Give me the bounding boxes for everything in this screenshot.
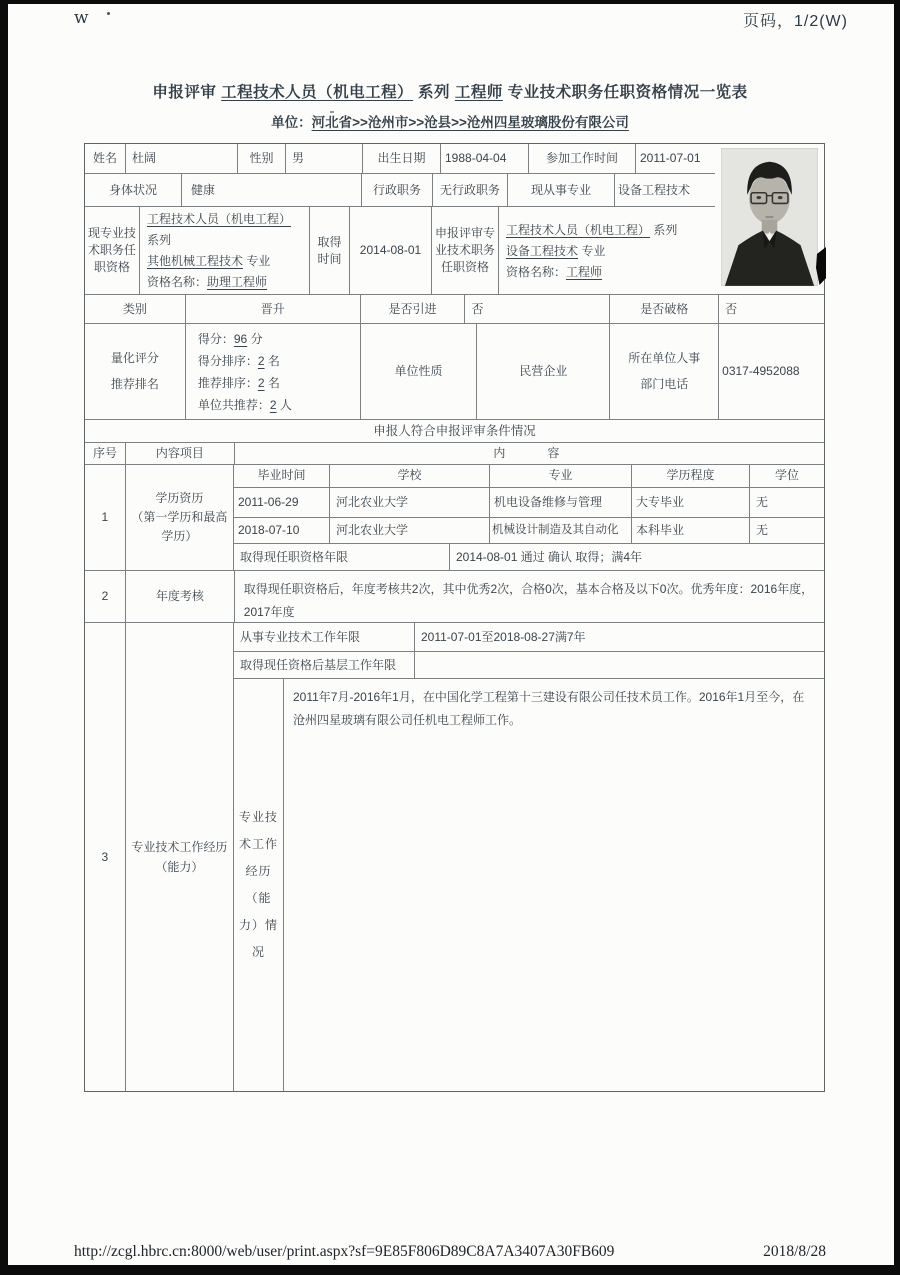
phone-label-line1: 所在单位人事 — [628, 351, 701, 365]
edu-degree: 本科毕业 — [632, 518, 750, 545]
section3-no: 3 — [85, 623, 126, 1091]
row-banner — [85, 420, 824, 443]
join-label: 参加工作时间 — [529, 144, 636, 174]
experience-body: 2011年7月-2016年1月，在中国化学工程第十三建设有限公司任技术员工作。2016年1月至今，在沧州四星玻璃有限公司任机电工程师工作。 — [293, 690, 805, 727]
section2-no: 2 — [85, 571, 126, 623]
edu-header-degree: 学历程度 — [632, 465, 750, 488]
apply-qual-label: 申报评审专业技术职务任职资格 — [432, 207, 499, 295]
edu-date: 2018-07-10 — [234, 518, 330, 545]
title-prefix: 申报评审 — [152, 84, 217, 101]
qualification-table — [84, 143, 825, 1092]
col-content-header: 内 容 — [235, 443, 824, 465]
scan-frame-top — [0, 0, 900, 4]
import-label: 是否引进 — [361, 295, 466, 324]
row-basic-1 — [85, 144, 715, 174]
total-rec-unit: 人 — [279, 398, 292, 412]
page-number: 页码，1/2(W) — [742, 13, 848, 30]
edu-row — [234, 518, 824, 545]
rec-rank-unit: 名 — [267, 376, 280, 390]
apply-qual-major: 设备工程技术 — [506, 243, 579, 258]
apply-qual-series-suffix: 系列 — [653, 222, 678, 237]
row-category — [85, 295, 824, 324]
edu-header-diploma: 学位 — [750, 465, 824, 488]
edu-school: 河北农业大学 — [330, 518, 490, 545]
unit-value: 河北省>>沧州市>>沧县>>沧州四星玻璃股份有限公司 — [311, 115, 629, 130]
top-block — [85, 144, 824, 295]
score-block-label — [85, 324, 186, 420]
category-label: 类别 — [85, 295, 186, 324]
score-rank-unit: 名 — [267, 354, 280, 368]
current-qual-cert-label: 资格名称： — [147, 275, 208, 289]
conditions-banner: 申报人符合申报评审条件情况 — [85, 420, 824, 443]
experience-detail-row — [234, 679, 824, 1091]
footer-date: 2018/8/28 — [763, 1243, 826, 1260]
unit-type-value: 民营企业 — [477, 324, 610, 420]
birth-label: 出生日期 — [363, 144, 441, 174]
tenure-label: 取得现任职资格年限 — [234, 544, 450, 570]
edu-row — [234, 488, 824, 518]
edu-header-row — [234, 465, 824, 488]
health-value: 健康 — [182, 174, 362, 207]
current-qual-series-suffix: 系列 — [147, 233, 172, 247]
current-qual-label: 现专业技术职务任职资格 — [85, 207, 140, 295]
rec-rank-label: 推荐排序： — [197, 376, 258, 390]
corner-mark: w — [74, 8, 89, 28]
score-label-line2: 推荐排名 — [110, 377, 159, 391]
section1-item-line: 学历） — [161, 529, 198, 543]
health-label: 身体状况 — [85, 174, 182, 207]
category-value: 晋升 — [186, 295, 361, 324]
col-item-header: 内容项目 — [126, 443, 235, 465]
photo-cell — [715, 144, 824, 295]
apply-qual-content — [499, 207, 715, 294]
grassroots-label: 取得现任资格后基层工作年限 — [234, 652, 415, 679]
unit-label: 单位： — [271, 115, 312, 130]
current-qual-content — [140, 207, 309, 294]
current-qual-major: 其他机械工程技术 — [147, 254, 244, 268]
name-label: 姓名 — [85, 144, 126, 174]
row-score — [85, 324, 824, 420]
print-footer — [74, 1243, 826, 1261]
apply-qual-cert-label: 资格名称： — [506, 264, 567, 279]
edu-diploma: 无 — [750, 488, 824, 518]
unit-line — [0, 111, 900, 131]
section1-item-line: 学历资历 — [155, 491, 204, 505]
apply-qual-cert: 工程师 — [566, 264, 603, 279]
work-years-value: 2011-07-01至2018-08-27满7年 — [415, 623, 824, 652]
phone-value: 0317-4952088 — [719, 324, 824, 420]
section-annual-review — [85, 571, 824, 623]
apply-qual-major-suffix: 专业 — [581, 243, 606, 258]
total-rec-label: 单位共推荐： — [197, 398, 270, 412]
portrait-photo — [721, 148, 818, 286]
join-value: 2011-07-01 — [636, 144, 715, 174]
tenure-value: 2014-08-01 通过 确认 取得；满4年 — [456, 549, 643, 564]
scan-frame-bottom — [0, 1265, 900, 1275]
section2-item: 年度考核 — [126, 571, 235, 623]
section-education — [85, 465, 824, 571]
score-rank-label: 得分排序： — [197, 354, 258, 368]
score-details — [186, 324, 360, 420]
edu-date: 2011-06-29 — [234, 488, 330, 518]
edu-diploma: 无 — [750, 518, 824, 545]
score-unit: 分 — [250, 332, 263, 346]
section3-item-line: （能力） — [155, 859, 204, 874]
work-years-row — [234, 623, 824, 652]
col-no-header: 序号 — [85, 443, 126, 465]
title-middle: 系列 — [417, 84, 450, 101]
scan-frame-left — [0, 0, 8, 1275]
tenure-row — [234, 544, 824, 570]
phone-label-line2: 部门电话 — [640, 377, 689, 391]
name-value: 杜阔 — [126, 144, 238, 174]
section-experience — [85, 623, 824, 1091]
title-series-underlined: 工程技术人员（机电工程） — [221, 84, 414, 101]
total-rec-value: 2 — [269, 398, 277, 412]
section1-no: 1 — [85, 465, 126, 571]
row-basic-2 — [85, 174, 715, 207]
scan-frame-right — [894, 0, 900, 1275]
form-title — [0, 80, 900, 102]
edu-major: 机械设计制造及其自动化 — [490, 518, 632, 545]
edu-header-date: 毕业时间 — [234, 465, 330, 488]
section3-item-line: 专业技术工作经历 — [131, 839, 228, 854]
gender-value: 男 — [286, 144, 363, 174]
breach-label: 是否破格 — [610, 295, 719, 324]
scan-speck — [107, 12, 110, 15]
work-years-label: 从事专业技术工作年限 — [234, 623, 415, 652]
title-rank-underlined: 工程师 — [454, 84, 503, 101]
import-value: 否 — [465, 295, 610, 324]
score-rank-value: 2 — [257, 354, 265, 368]
grassroots-row — [234, 652, 824, 679]
edu-major: 机电设备维修与管理 — [490, 488, 632, 518]
obtain-time-label: 取得时间 — [310, 207, 350, 295]
score-item-label: 得分： — [197, 332, 234, 346]
apply-qual-series: 工程技术人员（机电工程） — [506, 222, 651, 237]
section1-item — [126, 465, 234, 571]
edu-header-school: 学校 — [330, 465, 490, 488]
birth-value: 1988-04-04 — [441, 144, 529, 174]
edu-header-major: 专业 — [490, 465, 632, 488]
row-qualifications — [85, 207, 715, 295]
gender-label: 性别 — [238, 144, 286, 174]
current-qual-major-suffix: 专业 — [246, 254, 271, 268]
admin-value: 无行政职务 — [433, 174, 508, 207]
rec-rank-value: 2 — [257, 376, 265, 390]
edu-degree: 大专毕业 — [632, 488, 750, 518]
edu-school: 河北农业大学 — [330, 488, 490, 518]
section3-item — [126, 623, 234, 1091]
obtain-time-value: 2014-08-01 — [350, 207, 432, 295]
breach-value: 否 — [719, 295, 824, 324]
current-major-value: 设备工程技术 — [615, 174, 715, 207]
experience-side-label: 专业技术工作经历（能力）情况 — [234, 679, 284, 1091]
current-qual-cert: 助理工程师 — [207, 275, 268, 289]
score-label-line1: 量化评分 — [110, 351, 159, 365]
title-suffix: 专业技术职务任职资格情况一览表 — [507, 84, 748, 101]
row-list-header — [85, 443, 824, 465]
admin-label: 行政职务 — [362, 174, 433, 207]
grassroots-value — [415, 652, 824, 679]
footer-url: http://zcgl.hbrc.cn:8000/web/user/print.aspx?sf=9E85F806D89C8A7A3407A30FB609 — [74, 1243, 615, 1260]
score-value: 96 — [233, 332, 248, 346]
current-major-label: 现从事专业 — [508, 174, 615, 207]
phone-label — [610, 324, 719, 420]
section1-item-line: （第一学历和最高 — [131, 510, 228, 524]
current-qual-series: 工程技术人员（机电工程） — [147, 212, 292, 226]
unit-type-label: 单位性质 — [361, 324, 478, 420]
annual-review-content: 取得现任职资格后，年度考核共2次，其中优秀2次，合格0次，基本合格及以下0次。优秀年度：2016年度，2017年度 — [235, 571, 824, 623]
